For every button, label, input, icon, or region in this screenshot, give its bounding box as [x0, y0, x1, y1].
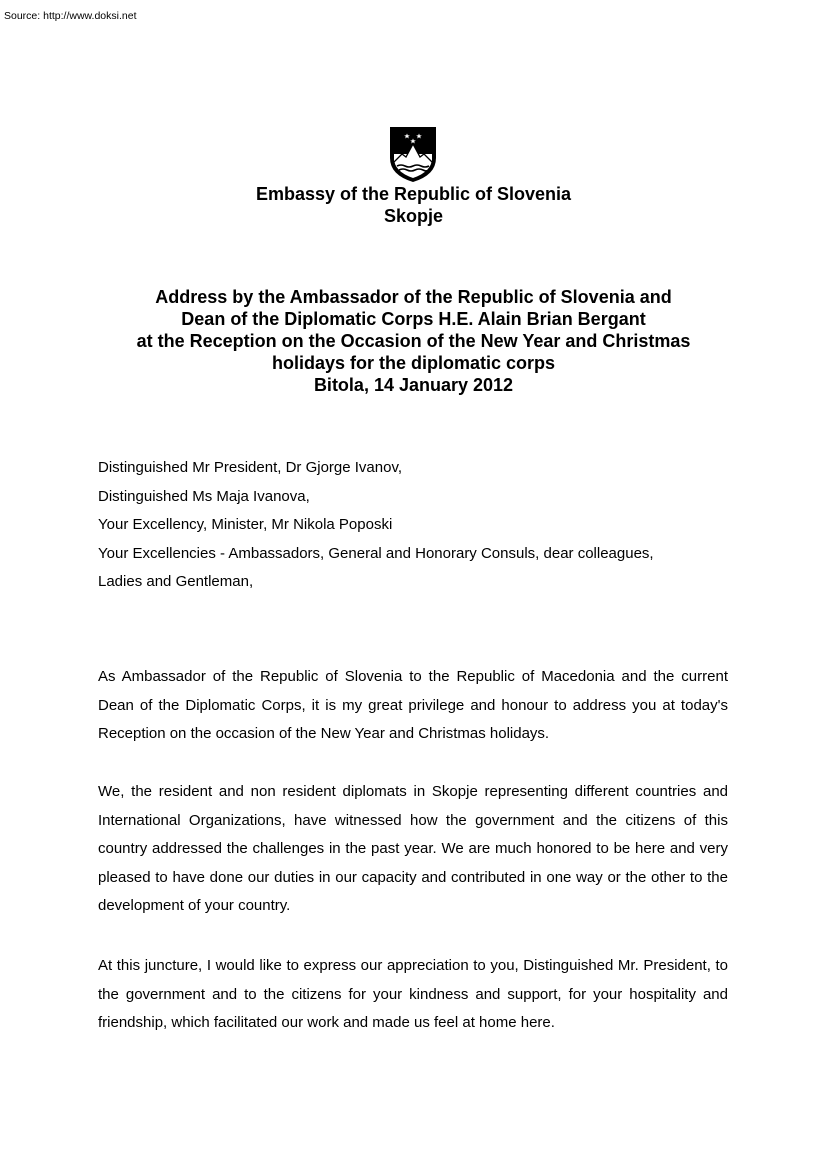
salutation-line: Distinguished Ms Maja Ivanova, [98, 487, 310, 505]
embassy-name: Embassy of the Republic of Slovenia [255, 184, 572, 204]
title-line: at the Reception on the Occasion of the New Year and Christmas [136, 331, 691, 351]
title-date-line: Bitola, 14 January 2012 [313, 375, 514, 395]
title-line: Dean of the Diplomatic Corps H.E. Alain Brian Bergant [181, 309, 646, 329]
source-note: Source: http://www.doksi.net [4, 10, 137, 22]
salutation-line: Your Excellencies - Ambassadors, General and Honorary Consuls, dear colleagues, [98, 544, 654, 562]
body-paragraph-2: We, the resident and non resident diplomats in Skopje representing different countries and International Organizations, have witnessed how the government and the citizens of this country addressed the challenges in the past year. We are much honored to be here and very pleased to have done our duties in our capacity and contributed in one way or the other to the development of your country. [98, 783, 728, 915]
salutation-line: Your Excellency, Minister, Mr Nikola Poposki [98, 516, 393, 534]
salutation-line: Ladies and Gentleman, [98, 573, 254, 591]
embassy-heading [0, 183, 827, 227]
address-title [0, 286, 827, 396]
slovenia-coat-of-arms-icon [387, 124, 439, 184]
body-paragraph-3: At this juncture, I would like to express our appreciation to you, Distinguished Mr. President, to the government and to the citizens for your kindness and support, for your hospitality and friendship, which facilitated our work and made us feel at home here. [98, 957, 728, 1032]
salutation-line: Distinguished Mr President, Dr Gjorge Ivanov, [98, 459, 403, 476]
title-line: Address by the Ambassador of the Republic of Slovenia and [155, 287, 672, 307]
title-line: holidays for the diplomatic corps [271, 353, 556, 373]
embassy-city: Skopje [383, 206, 444, 226]
body-paragraph-1: As Ambassador of the Republic of Slovenia to the Republic of Macedonia and the current Dean of the Diplomatic Corps, it is my great privilege and honour to address you at today's Reception on the occasion of the New Year and Christmas holidays. [98, 668, 728, 743]
salutation-block [98, 454, 654, 597]
